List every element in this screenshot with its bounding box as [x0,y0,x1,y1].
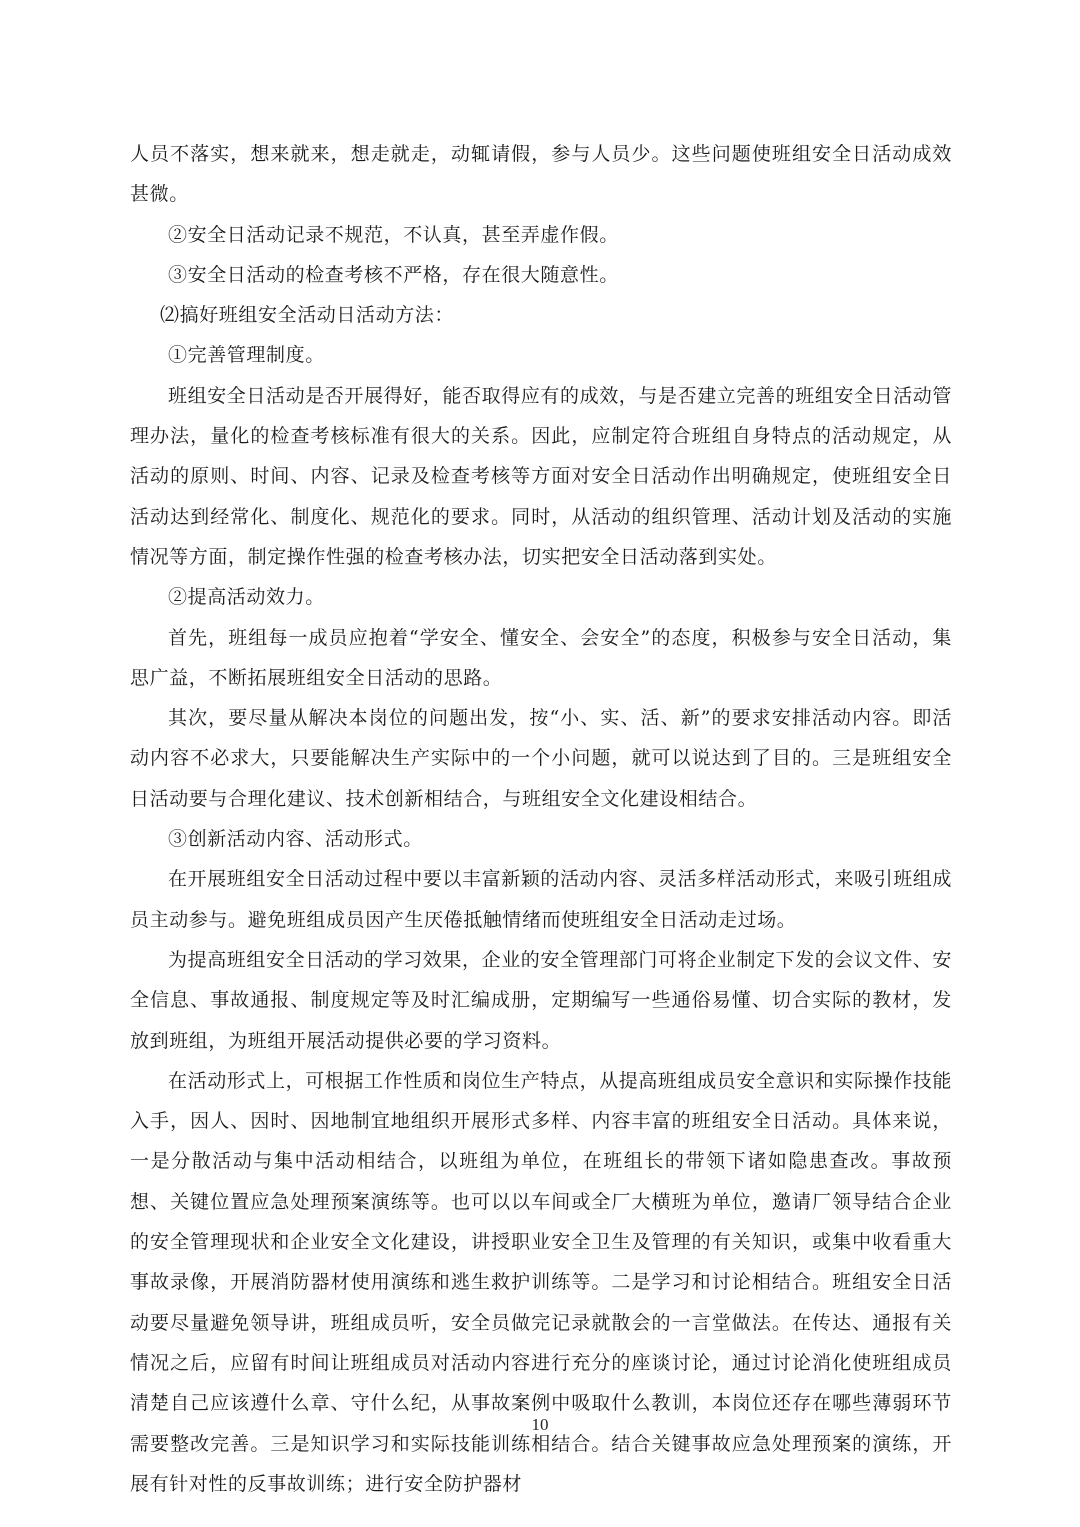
paragraph: 班组安全日活动是否开展得好，能否取得应有的成效，与是否建立完善的班组安全日活动管理办法，量化的检查考核标准有很大的关系。因此，应制定符合班组自身特点的活动规定，从活动的原则、时间、内容、记录及检查考核等方面对安全日活动作出明确规定，使班组安全日活动达到经常化、制度化、规范化的要求。同时，从活动的组织管理、活动计划及活动的实施情况等方面，制定操作性强的检查考核办法，切实把安全日活动落到实处。 [130,384,953,568]
paragraph: 在开展班组安全日活动过程中要以丰富新颖的活动内容、灵活多样活动形式，来吸引班组成员主动参与。避免班组成员因产生厌倦抵触情绪而使班组安全日活动走过场。 [130,868,953,931]
paragraph: 为提高班组安全日活动的学习效果，企业的安全管理部门可将企业制定下发的会议文件、安全信息、事故通报、制度规定等及时汇编成册，定期编写一些通俗易懂、切合实际的教材，发放到班组，为班组开展活动提供必要的学习资料。 [130,948,953,1052]
paragraph-item-3: ③安全日活动的检查考核不严格，存在很大随意性。 [168,263,619,286]
section-heading: ⑵搞好班组安全活动日活动方法： [160,304,455,327]
paragraph-item-2: ②安全日活动记录不规范，不认真，甚至弄虚作假。 [168,223,619,246]
paragraph: 首先，班组每一成员应抱着“学安全、懂安全、会安全”的态度，积极参与安全日活动，集思广益，不断拓展班组安全日活动的思路。 [130,626,952,689]
subheading-3: ③创新活动内容、活动形式。 [168,828,423,851]
subheading-1: ①完善管理制度。 [168,344,325,367]
paragraph: 在活动形式上，可根据工作性质和岗位生产特点，从提高班组成员安全意识和实际操作技能入手，因人、因时、因地制宜地组织开展形式多样、内容丰富的班组安全日活动。具体来说，一是分散活动与集中活动相结合，以班组为单位，在班组长的带领下诸如隐患查改。事故预想、关键位置应急处理预案演练等。也可以以车间或全厂大横班为单位，邀请厂领导结合企业的安全管理现状和企业安全文化建设，讲授职业安全卫生及管理的有关知识，或集中收看重大事故录像，开展消防器材使用演练和逃生救护训练等。二是学习和讨论相结合。班组安全日活动要尽量避免领导讲，班组成员听，安全员做完记录就散会的一言堂做法。在传达、通报有关情况之后，应留有时间让班组成员对活动内容进行充分的座谈讨论，通过讨论消化使班组成员清楚自己应该遵什么章、守什么纪，从事故案例中吸取什么教训，本岗位还存在哪些薄弱环节需要整改完善。三是知识学习和实际技能训练相结合。结合关键事故应急处理预案的演练，开展有针对性的反事故训练；进行安全防护器材 [130,1069,953,1495]
body-text [130,134,952,1504]
subheading-2: ②提高活动效力。 [168,586,325,609]
page-number: 10 [531,1415,549,1434]
paragraph-continuation: 人员不落实，想来就来，想走就走，动辄请假，参与人员少。这些问题使班组安全日活动成效甚微。 [130,143,952,206]
paragraph: 其次，要尽量从解决本岗位的问题出发，按“小、实、活、新”的要求安排活动内容。即活动内容不必求大，只要能解决生产实际中的一个小问题，就可以说达到了目的。三是班组安全日活动要与合理化建议、技术创新相结合，与班组安全文化建设相结合。 [130,707,952,810]
